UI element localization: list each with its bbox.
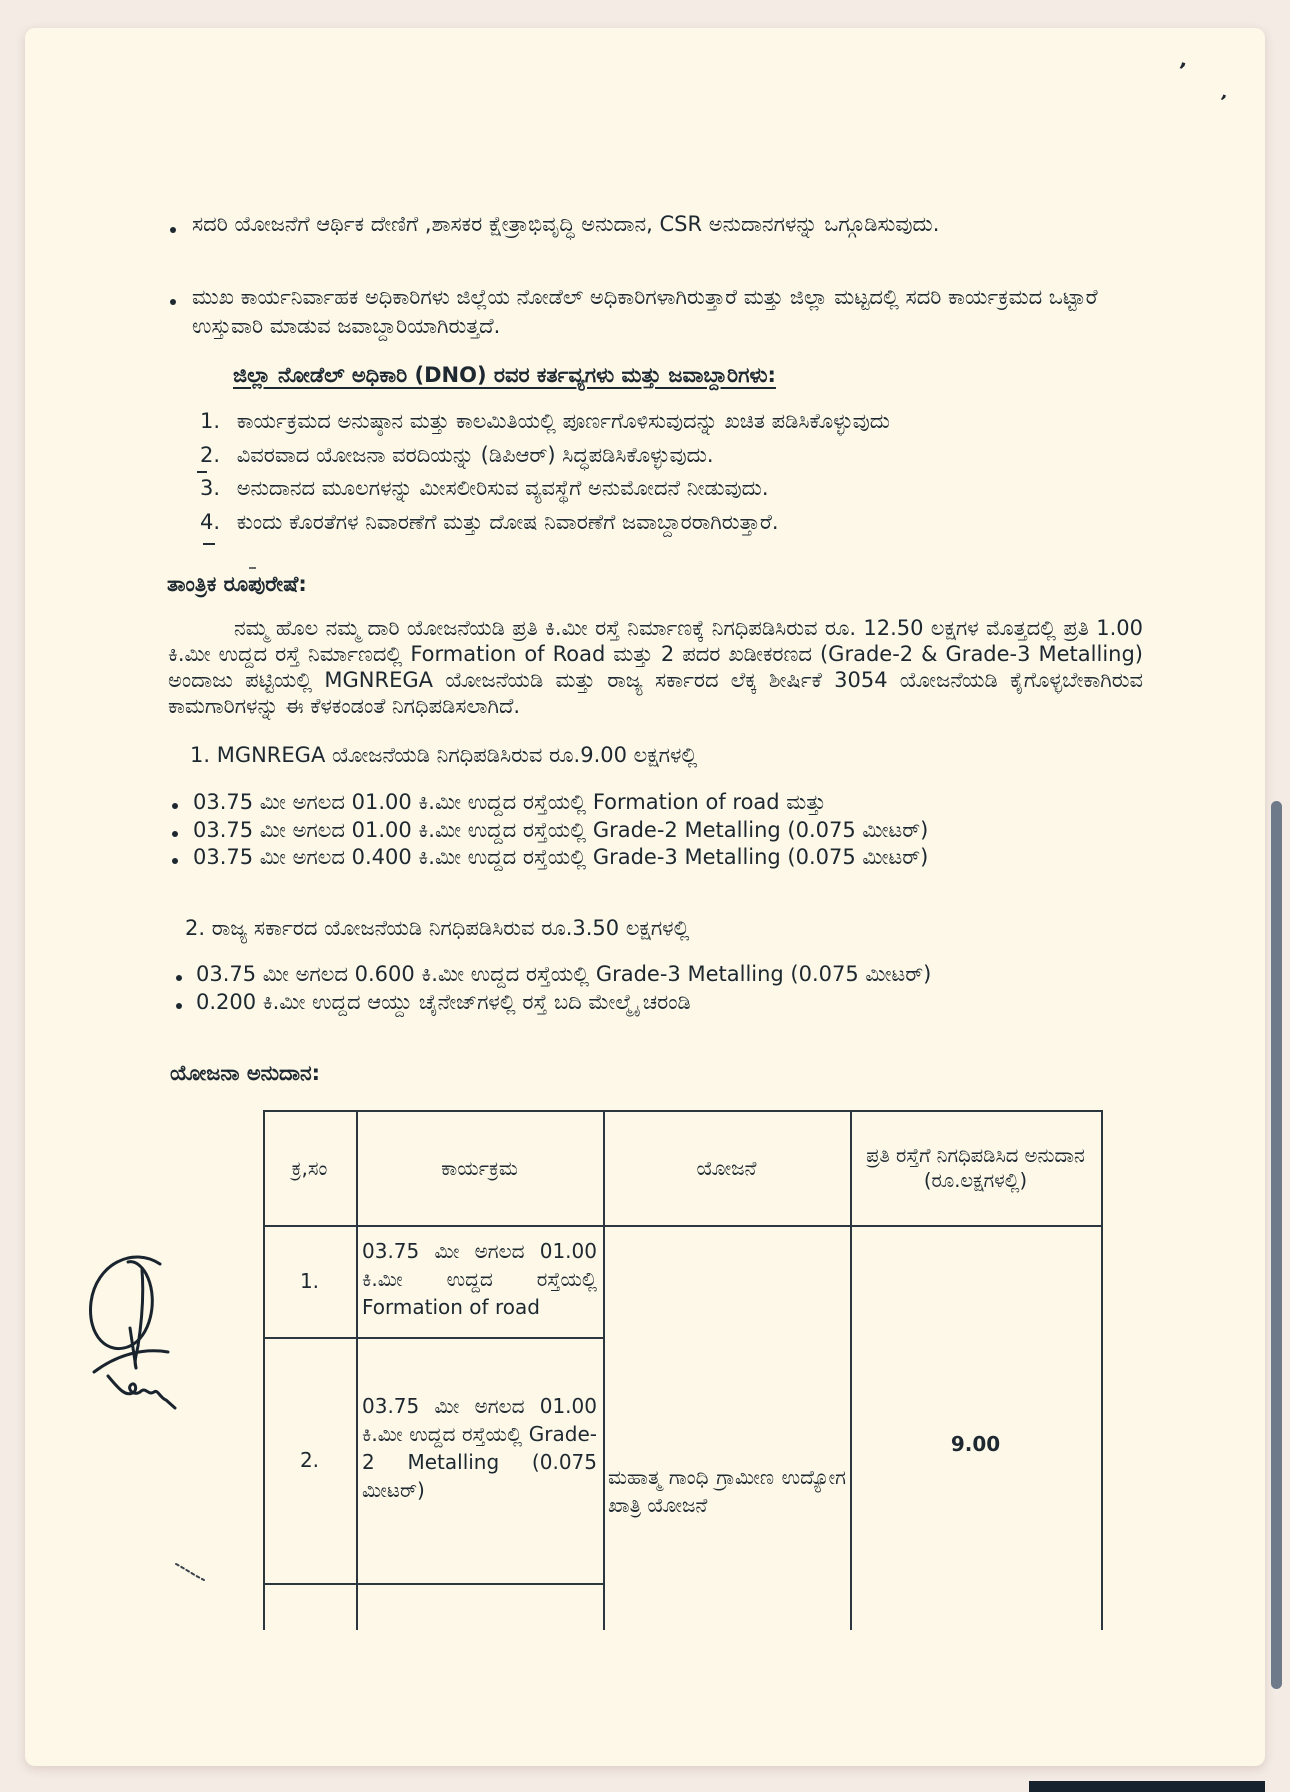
table-header-slno: ಕ್ರ,ಸಂ [291, 1155, 328, 1180]
bullet-dot-icon [170, 299, 176, 305]
table-scheme-merged-cell: ಮಹಾತ್ಮ ಗಾಂಧಿ ಗ್ರಾಮೀಣ ಉದ್ಯೋಗ ಖಾತ್ರಿ ಯೋಜನೆ [608, 1465, 846, 1517]
table-header-scheme: ಯೋಜನೆ [696, 1155, 757, 1180]
table-row2-slno: 2. [299, 1448, 320, 1472]
duty-text: ಅನುದಾನದ ಮೂಲಗಳನ್ನು ಮೀಸಲೀರಿಸುವ ವ್ಯವಸ್ಥೆಗೆ ಅನುಮೋದನೆ ನೀಡುವುದು. [236, 476, 769, 500]
dno-duty-item [200, 506, 890, 540]
bullet-dot-icon [172, 831, 178, 837]
bullet-dot-icon [170, 227, 176, 233]
duty-text: ಕಾರ್ಯಕ್ರಮದ ಅನುಷ್ಠಾನ ಮತ್ತು ಕಾಲಮಿತಿಯಲ್ಲಿ ಪೂರ್ಣಗೊಳಿಸುವುದನ್ನು ಖಚಿತ ಪಡಿಸಿಕೊಳ್ಳುವುದು [236, 409, 890, 433]
state-item: 03.75 ಮೀ ಅಗಲದ 0.600 ಕಿ.ಮೀ ಉದ್ದದ ರಸ್ತೆಯಲ್ಲಿ Grade-3 Metalling (0.075 ಮೀಟರ್) [196, 962, 932, 986]
dno-duty-item [200, 439, 890, 473]
technical-heading: ತಾಂತ್ರಿಕ ರೂಪುರೇಷೆ: [167, 572, 307, 596]
duty-text: ವಿವರವಾದ ಯೋಜನಾ ವರದಿಯನ್ನು (ಡಿಪಿಆರ್) ಸಿದ್ಧಪಡಿಸಿಕೊಳ್ಳುವುದು. [236, 442, 714, 467]
mgnrega-item: 03.75 ಮೀ ಅಗಲದ 01.00 ಕಿ.ಮೀ ಉದ್ದದ ರಸ್ತೆಯಲ್ಲಿ Grade-2 Metalling (0.075 ಮೀಟರ್) [193, 818, 929, 842]
table-header-programme: ಕಾರ್ಯಕ್ರಮ [441, 1155, 518, 1180]
intro-bullet: ಸದರಿ ಯೋಜನೆಗೆ ಆರ್ಥಿಕ ದೇಣಿಗೆ ,ಶಾಸಕರ ಕ್ಷೇತ್ರಾಭಿವೃದ್ಧಿ ಅನುದಾನ, CSR ಅನುದಾನಗಳನ್ನು ಒಗ್ಗೂಡಿಸುವುದು. [192, 212, 940, 236]
ink-dash-mark [197, 471, 207, 473]
ink-dash-mark [203, 543, 215, 545]
bullet-dot-icon [172, 803, 178, 809]
table-border [263, 1583, 604, 1585]
bullet-dot-icon [172, 858, 178, 864]
dno-duty-item [200, 472, 890, 506]
mgnrega-item: 03.75 ಮೀ ಅಗಲದ 01.00 ಕಿ.ಮೀ ಉದ್ದದ ರಸ್ತೆಯಲ್ಲಿ Formation of road ಮತ್ತು [193, 790, 826, 814]
dno-duties-list [200, 405, 890, 539]
ink-mark: ʼ [1216, 91, 1229, 113]
duty-number: 4. [200, 509, 221, 534]
bullet-dot-icon [176, 1003, 182, 1009]
mgnrega-heading: 1. MGNREGA ಯೋಜನೆಯಡಿ ನಿಗಧಿಪಡಿಸಿರುವ ರೂ.9.00 ಲಕ್ಷಗಳಲ್ಲಿ [190, 743, 698, 767]
duty-text: ಕುಂದು ಕೊರತೆಗಳ ನಿವಾರಣೆಗೆ ಮತ್ತು ದೋಷ ನಿವಾರಣೆಗೆ ಜವಾಬ್ದಾರರಾಗಿರುತ್ತಾರೆ. [236, 509, 779, 534]
table-header-grant: ಪ್ರತಿ ರಸ್ತೆಗೆ ನಿಗಧಿಪಡಿಸಿದ ಅನುದಾನ (ರೂ.ಲಕ್ಷಗಳಲ್ಲಿ) [866, 1143, 1085, 1192]
grants-heading: ಯೋಜನಾ ಅನುದಾನ: [170, 1061, 321, 1085]
bullet-dot-icon [176, 975, 182, 981]
technical-paragraph: ನಮ್ಮ ಹೊಲ ನಮ್ಮ ದಾರಿ ಯೋಜನೆಯಡಿ ಪ್ರತಿ ಕಿ.ಮೀ ರಸ್ತೆ ನಿರ್ಮಾಣಕ್ಕೆ ನಿಗಧಿಪಡಿಸಿರುವ ರೂ. 12.50 ಲಕ್ಷಗಳ ಮೊತ್ತದಲ್ಲಿ ಪ್ರತಿ 1.00 ಕಿ.ಮೀ ಉದ್ದದ ರಸ್ತೆ ನಿರ್ಮಾಣದಲ್ಲಿ Formation of Road ಮತ್ತು 2 ಪದರ ಖಡೀಕರಣದ (Grade-2 & Grade-3 Metalling) ಅಂದಾಜು ಪಟ್ಟಿಯಲ್ಲಿ MGNREGA ಯೋಜನೆಯಡಿ ಮತ್ತು ರಾಜ್ಯ ಸರ್ಕಾರದ ಲೆಕ್ಕ ಶೀರ್ಷಿಕೆ 3054 ಯೋಜನೆಯಡಿ ಕೈಗೊಳ್ಳಬೇಕಾಗಿರುವ ಕಾಮಗಾರಿಗಳನ್ನು ಈ ಕೆಳಕಂಡಂತೆ ನಿಗಧಿಪಡಿಸಲಾಗಿದೆ. [168, 616, 1143, 718]
ink-mark: ʼ [1175, 57, 1189, 83]
mgnrega-item: 03.75 ಮೀ ಅಗಲದ 0.400 ಕಿ.ಮೀ ಉದ್ದದ ರಸ್ತೆಯಲ್ಲಿ Grade-3 Metalling (0.075 ಮೀಟರ್) [193, 845, 929, 869]
state-item: 0.200 ಕಿ.ಮೀ ಉದ್ದದ ಆಯ್ದು ಚೈನೇಜ್‌ಗಳಲ್ಲಿ ರಸ್ತೆ ಬದಿ ಮೇಲ್ಮೈ ಚರಂಡಿ [196, 990, 691, 1014]
table-row1-programme: 03.75 ಮೀ ಅಗಲದ 01.00 ಕಿ.ಮೀ ಉದ್ದದ ರಸ್ತೆಯಲ್ಲಿ Formation of road [362, 1239, 597, 1319]
dno-duty-item [200, 405, 890, 439]
ink-squiggle-mark [172, 1558, 212, 1586]
ink-dash-mark [249, 567, 256, 569]
duty-number: 2. [200, 442, 221, 467]
table-row2-programme: 03.75 ಮೀ ಅಗಲದ 01.00 ಕಿ.ಮೀ ಉದ್ದದ ರಸ್ತೆಯಲ್ಲಿ Grade-2 Metalling (0.075 ಮೀಟರ್) [362, 1394, 597, 1502]
scrollbar-thumb[interactable] [1271, 801, 1282, 1689]
dno-heading: ಜಿಲ್ಲಾ ನೋಡೆಲ್ ಅಧಿಕಾರಿ (DNO) ರವರ ಕರ್ತವ್ಯಗಳು ಮತ್ತು ಜವಾಬ್ದಾರಿಗಳು: [233, 363, 776, 387]
intro-bullet: ಮುಖ ಕಾರ್ಯನಿರ್ವಾಹಕ ಅಧಿಕಾರಿಗಳು ಜಿಲ್ಲೆಯ ನೋಡೆಲ್ ಅಧಿಕಾರಿಗಳಾಗಿರುತ್ತಾರೆ ಮತ್ತು ಜಿಲ್ಲಾ ಮಟ್ಟದಲ್ಲಿ ಸದರಿ ಕಾರ್ಯಕ್ರಮದ ಒಟ್ಟಾರೆ ಉಸ್ತುವಾರಿ ಮಾಡುವ ಜವಾಬ್ದಾರಿಯಾಗಿರುತ್ತದೆ. [192, 285, 1098, 338]
state-scheme-heading: 2. ರಾಜ್ಯ ಸರ್ಕಾರದ ಯೋಜನೆಯಡಿ ನಿಗಧಿಪಡಿಸಿರುವ ರೂ.3.50 ಲಕ್ಷಗಳಲ್ಲಿ [185, 916, 690, 940]
duty-number: 3. [200, 476, 221, 500]
duty-number: 1. [200, 409, 221, 433]
signature-ink [78, 1250, 208, 1415]
table-row1-slno: 1. [299, 1269, 320, 1293]
table-border [1101, 1110, 1103, 1630]
table-grant-merged-cell: 9.00 [950, 1432, 1001, 1456]
table-border [263, 1225, 1103, 1227]
bottom-bar [1029, 1781, 1265, 1792]
